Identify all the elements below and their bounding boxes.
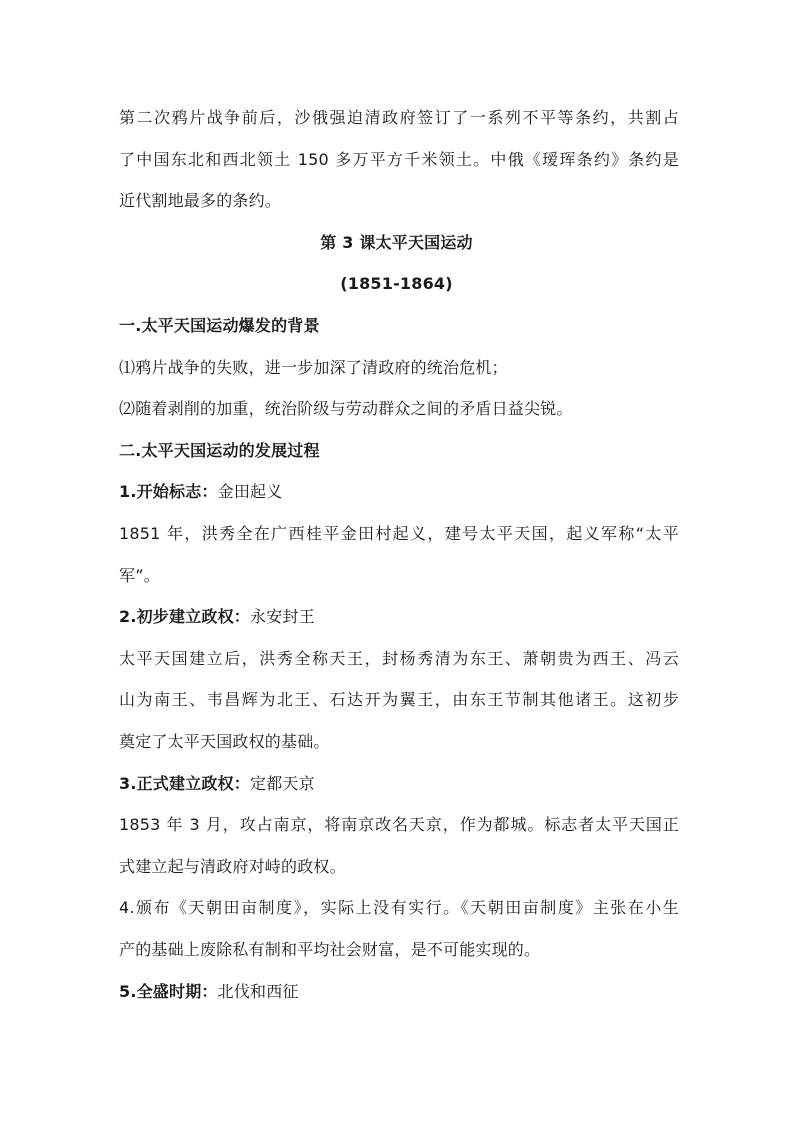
paragraph-line: 4.颁布《天朝田亩制度》，实际上没有实行。《天朝田亩制度》主张在小生	[119, 898, 679, 917]
paragraph-line: 1853 年 3 月，攻占南京，将南京改名天京，作为都城。标志者太平天国正	[119, 815, 679, 834]
subsection-heading	[119, 982, 679, 1002]
list-item: ⑵随着剥削的加重，统治阶级与劳动群众之间的矛盾日益尖锐。	[119, 399, 573, 418]
paragraph-line: 太平天国建立后，洪秀全称天王，封杨秀清为东王、萧朝贵为西王、冯云	[119, 649, 679, 668]
lesson-subtitle: (1851-1864)	[340, 274, 453, 293]
lesson-title: 第 3 课太平天国运动	[320, 233, 473, 252]
subsection-heading	[119, 607, 679, 627]
paragraph-line: 第二次鸦片战争前后，沙俄强迫清政府签订了一系列不平等条约，共割占	[119, 108, 679, 127]
paragraph-line: 了中国东北和西北领土 150 多万平方千米领土。中俄《瑷珲条约》条约是	[119, 150, 679, 169]
subsection-value: 北伐和西征	[217, 982, 299, 1001]
subsection-label: 5.全盛时期：	[119, 982, 218, 1001]
paragraph-line: 式建立起与清政府对峙的政权。	[119, 857, 346, 876]
paragraph-line: 1851 年，洪秀全在广西桂平金田村起义，建号太平天国，起义军称“太平	[119, 524, 679, 543]
subsection-heading	[119, 774, 679, 794]
subsection-value: 定都天京	[250, 774, 315, 793]
paragraph-line: 山为南王、韦昌辉为北王、石达开为翼王，由东王节制其他诸王。这初步	[119, 690, 679, 709]
subsection-label: 1.开始标志：	[119, 482, 218, 501]
paragraph-line: 奠定了太平天国政权的基础。	[119, 732, 330, 751]
subsection-value: 金田起义	[217, 482, 283, 501]
section-heading: 二.太平天国运动的发展过程	[119, 441, 320, 460]
section-heading: 一.太平天国运动爆发的背景	[119, 316, 320, 335]
paragraph-line: 军”。	[119, 566, 160, 585]
subsection-value: 永安封王	[250, 607, 315, 626]
subsection-heading	[119, 482, 679, 502]
subsection-label: 2.初步建立政权：	[119, 607, 251, 626]
list-item: ⑴鸦片战争的失败，进一步加深了清政府的统治危机；	[119, 358, 508, 377]
paragraph-line: 近代割地最多的条约。	[119, 191, 282, 210]
paragraph-line: 产的基础上废除私有制和平均社会财富，是不可能实现的。	[119, 940, 541, 959]
subsection-label: 3.正式建立政权：	[119, 774, 251, 793]
